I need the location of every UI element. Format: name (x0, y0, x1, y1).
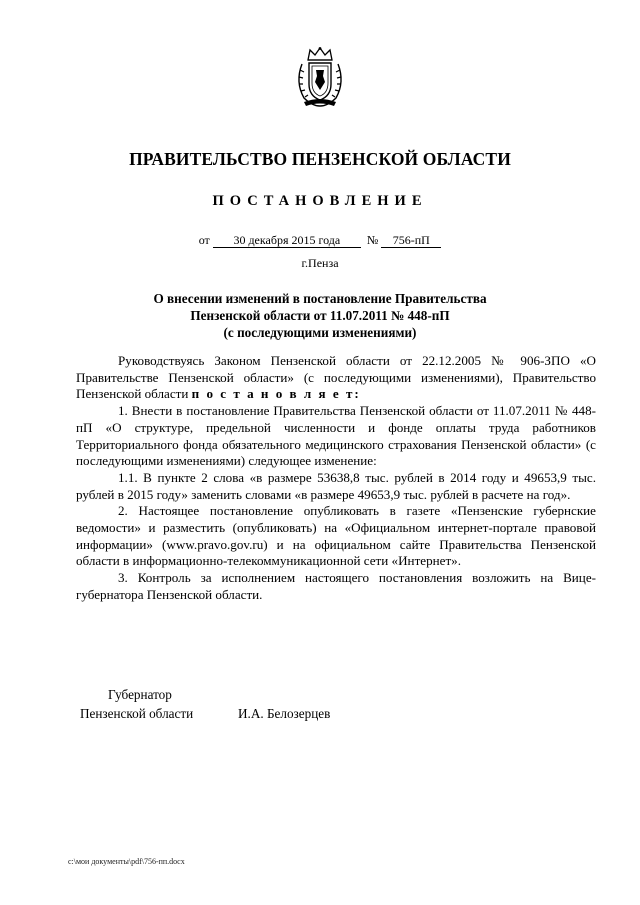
city-name: г.Пенза (301, 256, 339, 270)
signer-title-line-2: Пензенской области (80, 706, 194, 721)
decrees-word: п о с т а н о в л я е т: (191, 386, 361, 402)
item-3: 3. Контроль за исполнением настоящего постановления возложить на Вице-губернатора Пензенской области. (76, 570, 596, 602)
document-number: 756-пП (381, 234, 441, 248)
document-heading (0, 290, 640, 341)
date-prefix: от (198, 233, 210, 247)
signer-title-line-1: Губернатор (108, 687, 172, 702)
organization-title: ПРАВИТЕЛЬСТВО ПЕНЗЕНСКОЙ ОБЛАСТИ (129, 149, 511, 169)
signer-name: И.А. Белозерцев (238, 706, 331, 721)
heading-line-3: (с последующими изменениями) (223, 325, 417, 340)
document-body (76, 353, 596, 604)
file-path-footer: c:\мои документы\pdf\756-пп.docx (68, 857, 185, 866)
coat-of-arms-icon (292, 46, 348, 108)
document-date: 30 декабря 2015 года (213, 234, 361, 248)
item-1-1: 1.1. В пункте 2 слова «в размере 53638,8 тыс. рублей в 2014 году и 49653,9 тыс. рублей в 2015 году» заменить словами «в размере 49653,9 тыс. рублей в расчете на год». (76, 469, 596, 502)
intro-paragraph (76, 353, 596, 403)
intro-text: Руководствуясь Законом Пензенской области от 22.12.2005 № 906-ЗПО «О Правительстве Пензенской области» (с последующими изменениями), Правительство Пензенской области (76, 353, 596, 402)
heading-line-2: Пензенской области от 11.07.2011 № 448-пП (190, 308, 450, 323)
item-1: 1. Внести в постановление Правительства Пензенской области от 11.07.2011 № 448-пП «О структуре, предельной численности и фонде оплаты труда работников Территориального фонда обязательного медицинского страхования Пензенской области» (с последующими изменениями) следующее изменение: (76, 403, 596, 469)
item-2: 2. Настоящее постановление опубликовать в газете «Пензенские губернские ведомости» и разместить (опубликовать) на «Официальном интернет-портале правовой информации» (www.pravo.gov.ru) и на официальном сайте Правительства Пензенской области в информационно-телекоммуникационной сети «Интернет». (76, 503, 596, 569)
document-type-title: ПОСТАНОВЛЕНИЕ (212, 193, 428, 209)
date-number-line (0, 233, 640, 248)
heading-line-1: О внесении изменений в постановление Правительства (153, 291, 487, 306)
number-prefix: № (366, 233, 379, 247)
